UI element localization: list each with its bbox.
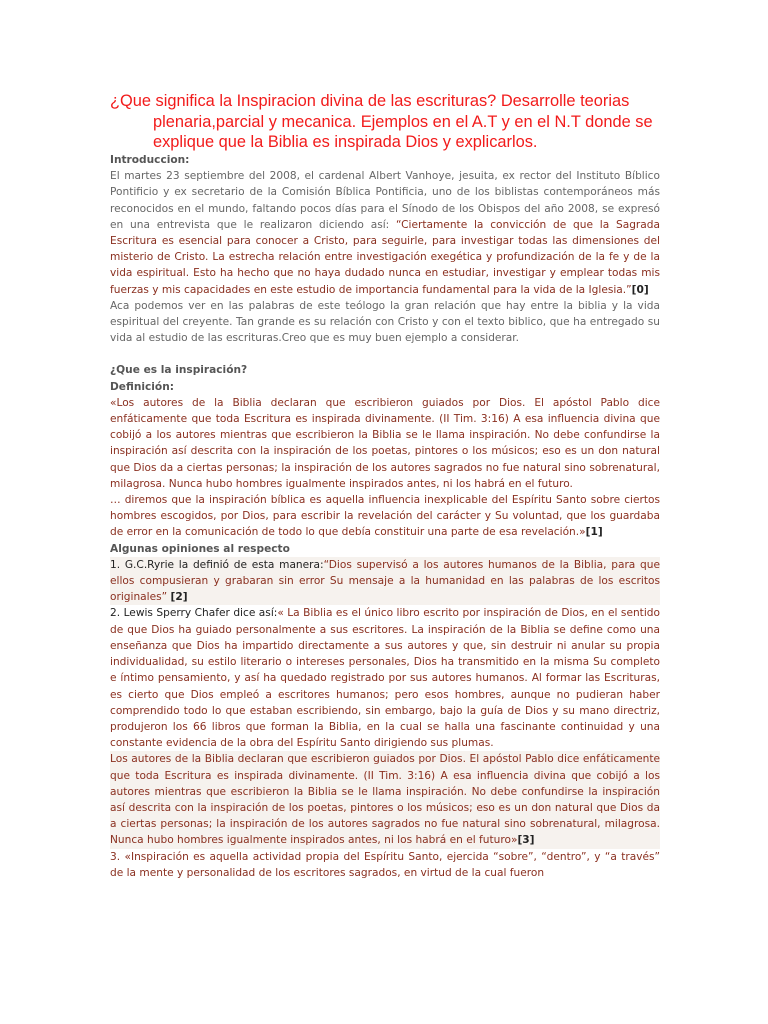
opinion-2-lead: 2. Lewis Sperry Chafer dice así:: [110, 607, 278, 620]
document-body: [110, 152, 660, 881]
vanhoye-quote: “Ciertamente la convicción de que la Sagrada Escritura es esencial para conocer a Cristo, para seguirle, para investigar todas las dimensiones del misterio de Cristo. La estrecha relación entre investigación exegética y profundización de la fe y de la vida espiritual. Esto ha hecho que no haya dudado nunca en estudiar, investigar y emplear todas mis fuerzas y mis capacidades en este estudio de importancia fundamental para la vida de la Iglesia.”: [110, 218, 660, 296]
definition-text-2: … diremos que la inspiración bíblica es aquella influencia inexplicable del Espíritu Santo sobre ciertos hombres escogidos, por Dios, para escribir la revelación del carácter y Su voluntad, que los guardaba de error en la comunicación de todo lo que debía constituir una parte de esa revelación.»: [110, 494, 660, 539]
intro-heading: Introduccion:: [110, 154, 190, 166]
opinion-2: [110, 605, 660, 751]
opinion-1: [110, 557, 660, 606]
opinion-2-continued: [110, 751, 660, 848]
opinions-heading: Algunas opiniones al respecto: [110, 542, 290, 555]
intro-text: El martes 23 septiembre del 2008, el cardenal Albert Vanhoye, jesuita, ex rector del Instituto Bíblico Pontificio y ex secretario de la Comisión Bíblica Pontificia, uno de los biblistas contemporáneos más reconocidos en el mundo, faltando pocos días para el Sínodo de los Obispos del año 2008, se expresó en una entrevista que le realizaron diciendo así:: [110, 170, 660, 231]
intro-commentary: Aca podemos ver en las palabras de este teólogo la gran relación que hay entre la biblia y la vida espiritual del creyente. Tan grande es su relación con Cristo y con el texto biblico, que ha entregado su vida al estudio de las escrituras.Creo que es muy buen ejemplo a considerar.: [110, 299, 660, 345]
opinion-3: 3. «Inspiración es aquella actividad propia del Espíritu Santo, ejercida “sobre”, “dentro”, y “a través” de la mente y personalidad de los escritores sagrados, en virtud de la cual fueron: [110, 850, 660, 879]
footnote-ref-0[interactable]: [0]: [631, 283, 649, 296]
opinion-2-cont-text: Los autores de la Biblia declaran que escribieron guiados por Dios. El apóstol Pablo dice enfáticamente que toda Escritura es inspirada divinamente. (II Tim. 3:16) A esa influencia divina que cobijó a los autores mientras que escribieron la Biblia se le llama inspiración. No debe confundirse la inspiración así descrita con la inspiración de los poetas, pintores o los músicos; eso es un don natural que Dios da a ciertas personas; la inspiración de los autores sagrados no fue natural sino sobrenatural, milagrosa. Nunca hubo hombres igualmente inspirados antes, ni los habrá en el futuro»: [110, 753, 660, 847]
spacer: [110, 346, 660, 362]
definition-paragraph-1: «Los autores de la Biblia declaran que escribieron guiados por Dios. El apóstol Pablo dice enfáticamente que toda Escritura es inspirada divinamente. (II Tim. 3:16) A esa influencia divina que cobijó a los autores mientras que escribieron la Biblia se le llama inspiración. No debe confundirse la inspiración así descrita con la inspiración de los poetas, pintores o los músicos; eso es un don natural que Dios da a ciertas personas; la inspiración de los autores sagrados no fue natural sino sobrenatural, milagrosa. Nunca hubo hombres igualmente inspirados antes, ni los habrá en el futuro.: [110, 396, 660, 490]
footnote-ref-2[interactable]: [2]: [170, 591, 188, 604]
footnote-ref-3[interactable]: [3]: [517, 834, 535, 847]
intro-paragraph: [110, 168, 660, 298]
definition-paragraph-2: [110, 492, 660, 541]
document-title: ¿Que significa la Inspiracion divina de las escrituras? Desarrolle teorias plenaria,parcial y mecanica. Ejemplos en el A.T y en el N.T donde se explique que la Biblia es inspirada Dios y explicarlos.: [110, 92, 653, 151]
opinion-2-quote: « La Biblia es el único libro escrito por inspiración de Dios, en el sentido de que Dios ha guiado personalmente a sus escritores. La inspiración de la Biblia se define como una enseñanza que Dios ha impartido directamente a sus autores y que, sin destruir ni anular su propia individualidad, su estilo literario o intereses personales, Dios ha transmitido en la misma Su completo e íntimo pensamiento, y así ha quedado registrado por sus autores humanos. Al formar las Escrituras, es cierto que Dios empleó a escritores humanos; pero esos hombres, aunque no pudieran haber comprendido todo lo que estaban escribiendo, sin embargo, bajo la guía de Dios y su mano directriz, produjeron los 66 libros que forman la Biblia, en la cual se halla una fascinante continuidad y una constante evidencia de la obra del Espíritu Santo dirigiendo sus plumas.: [110, 607, 660, 750]
definition-heading: Definición:: [110, 380, 174, 393]
opinion-1-lead: 1. G.C.Ryrie la definió de esta manera:: [110, 558, 324, 571]
footnote-ref-1[interactable]: [1]: [585, 526, 603, 539]
inspiration-heading: ¿Que es la inspiración?: [110, 364, 248, 377]
opinion-1-quote: “Dios supervisó a los autores humanos de la Biblia, para que ellos compusieran y grabaran sin error Su mensaje a la humanidad en las palabras de los escritos originales”: [110, 558, 660, 604]
